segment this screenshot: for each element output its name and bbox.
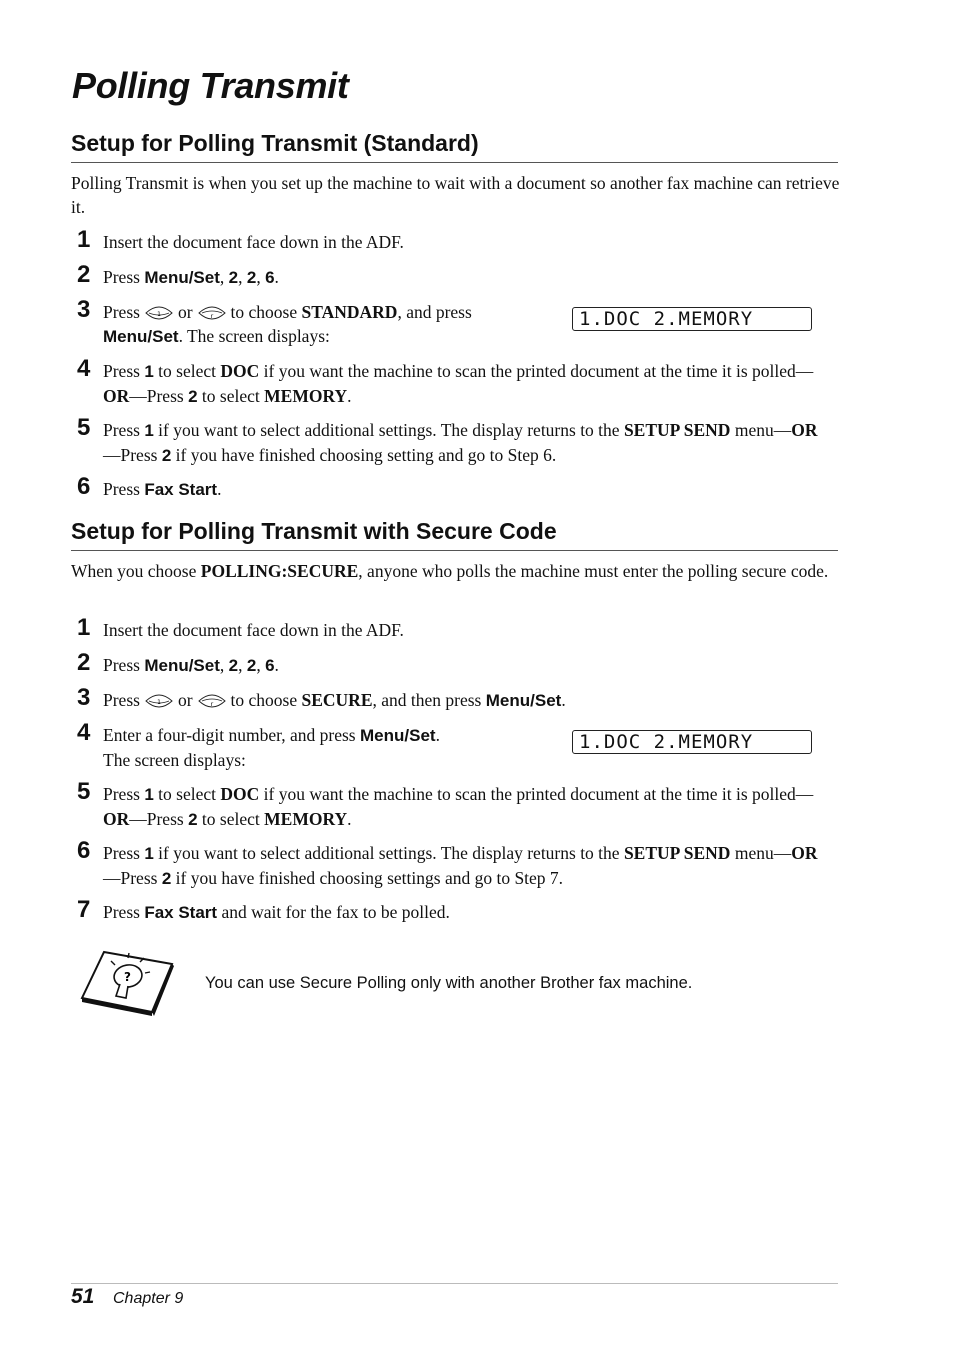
page-title: Polling Transmit <box>72 65 349 106</box>
tip-note: You can use Secure Polling only with another Brother fax machine. <box>205 974 693 992</box>
step-number: 1 <box>77 614 91 641</box>
section-heading-secure: Setup for Polling Transmit with Secure Code <box>71 516 838 551</box>
left-arrow-button-icon <box>144 304 174 322</box>
lightbulb-tip-icon <box>76 946 176 1020</box>
step-text: Press 1 or r to choose SECURE, and then press Menu/Set. <box>103 690 566 710</box>
step-text: Press 1 if you want to select additional settings. The display returns to the SETUP SEND menu—OR—Press 2 if you have finished choosing settings and go to Step 7. <box>103 843 818 888</box>
step-number: 7 <box>77 896 91 923</box>
step-number: 5 <box>77 778 91 805</box>
menu-set-key: Menu/Set <box>360 726 436 745</box>
step-number: 5 <box>77 414 91 441</box>
menu-set-key: Menu/Set <box>144 268 220 287</box>
page-number: 51 <box>71 1285 95 1308</box>
step-text: Insert the document face down in the ADF. <box>103 232 404 252</box>
section-intro-secure: When you choose POLLING:SECURE, anyone who polls the machine must enter the polling secure code. <box>71 561 829 581</box>
menu-set-key: Menu/Set <box>485 691 562 710</box>
menu-set-key: Menu/Set <box>103 327 179 346</box>
step-number: 3 <box>77 684 91 711</box>
fax-start-key: Fax Start <box>144 903 218 922</box>
right-arrow-button-icon <box>197 692 227 710</box>
step-text: Press Menu/Set, 2, 2, 6. <box>103 267 279 287</box>
svg-text:?: ? <box>124 970 131 984</box>
step-text: Press Fax Start. <box>103 479 222 499</box>
lcd-display: 1.DOC 2.MEMORY <box>572 730 812 754</box>
step-number: 2 <box>77 261 91 288</box>
chapter-label: Chapter 9 <box>113 1290 184 1307</box>
step-text: Press 1 if you want to select additional settings. The display returns to the SETUP SEND menu—OR—Press 2 if you have finished choosing setting and go to Step 6. <box>103 420 818 465</box>
step-number: 4 <box>77 355 91 382</box>
step-text: Press Menu/Set, 2, 2, 6. <box>103 655 279 675</box>
section-heading-standard: Setup for Polling Transmit (Standard) <box>71 128 838 163</box>
left-arrow-button-icon <box>144 692 174 710</box>
step-text: Press Fax Start and wait for the fax to be polled. <box>103 902 450 922</box>
menu-set-key: Menu/Set <box>144 656 220 675</box>
section-intro-standard: Polling Transmit is when you set up the machine to wait with a document so another fax machine can retrieve it. <box>71 173 840 217</box>
svg-text:r: r <box>210 313 213 320</box>
step-number: 1 <box>77 226 91 253</box>
step-number: 6 <box>77 837 91 864</box>
step-text: Insert the document face down in the ADF. <box>103 620 404 640</box>
step-number: 6 <box>77 473 91 500</box>
step-number: 2 <box>77 649 91 676</box>
step-text: Press 1 to select DOC if you want the machine to scan the printed document at the time it is polled—OR—Press 2 to select MEMORY. <box>103 361 814 406</box>
step-number: 3 <box>77 296 91 323</box>
footer-divider <box>71 1283 838 1284</box>
step-text: Press 1 to select DOC if you want the machine to scan the printed document at the time it is polled—OR—Press 2 to select MEMORY. <box>103 784 814 829</box>
step-text: Enter a four-digit number, and press Menu/Set. The screen displays: <box>103 725 440 770</box>
right-arrow-button-icon <box>197 304 227 322</box>
step-number: 4 <box>77 719 91 746</box>
lcd-display: 1.DOC 2.MEMORY <box>572 307 812 331</box>
svg-text:r: r <box>210 701 213 708</box>
svg-text:1: 1 <box>157 311 161 318</box>
svg-text:1: 1 <box>157 699 161 706</box>
fax-start-key: Fax Start <box>144 480 218 499</box>
step-text: Press 1 or r to choose STANDARD, and press Menu/Set. The screen displays: <box>103 302 472 346</box>
